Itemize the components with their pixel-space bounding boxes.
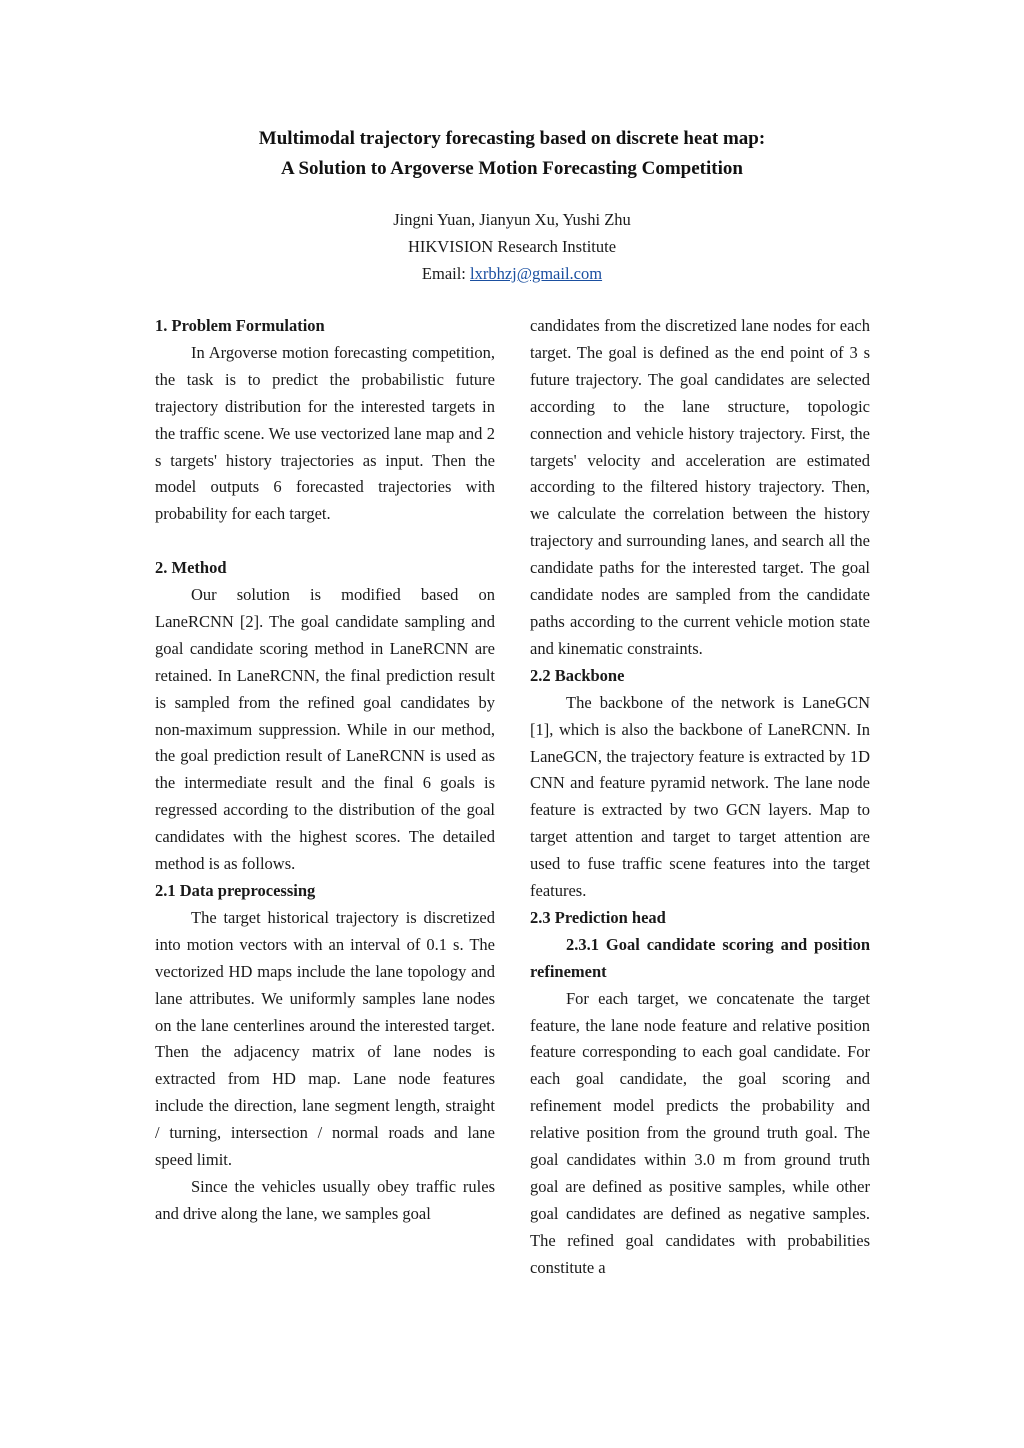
author-email-line [0,260,1024,287]
paragraph-problem-formulation: In Argoverse motion forecasting competition, the task is to predict the probabilistic future trajectory distribution for the interested targets in the traffic scene. We use vectorized lane map and 2 s targets' history trajectories as input. Then the model outputs 6 forecasted trajectories with probability for each target. [155,342,495,524]
paragraph-goal-scoring: For each target, we concatenate the target feature, the lane node feature and relative position feature corresponding to each goal candidate. For each goal candidate, the goal scoring and refinement model predicts the probability and relative position from the ground truth goal. The goal candidates within 3.0 m from ground truth goal are defined as positive samples, while other goal candidates are defined as negative samples. The refined goal candidates with probabilities constitute a [530,988,870,1277]
right-column [530,313,870,1282]
subsection-heading-backbone: 2.2 Backbone [530,665,625,685]
subsubsection-heading-goal-scoring: 2.3.1 Goal candidate scoring and position refinement [530,934,870,981]
subsection-heading-prediction-head: 2.3 Prediction head [530,907,666,927]
paragraph-backbone: The backbone of the network is LaneGCN [1], which is also the backbone of LaneRCNN. In LaneGCN, the trajectory feature is extracted by 1D CNN and feature pyramid network. The lane node feature is extracted by two GCN layers. Map to target attention and target to target attention are used to fuse traffic scene features into the target features. [530,692,870,901]
title-line-2: A Solution to Argoverse Motion Forecasting Competition [281,158,743,179]
subsection-heading-data-preprocessing: 2.1 Data preprocessing [155,881,316,901]
paragraph-data-preprocessing-2: Since the vehicles usually obey traffic rules and drive along the lane, we samples goal [155,1176,495,1223]
section-heading-problem-formulation: 1. Problem Formulation [155,316,325,335]
paragraph-method: Our solution is modified based on LaneRCNN [2]. The goal candidate sampling and goal candidate scoring method in LaneRCNN are retained. In LaneRCNN, the final prediction result is sampled from the refined goal candidates by non-maximum suppression. While in our method, the goal prediction result of LaneRCNN is used as the intermediate result and the final 6 goals is regressed according to the distribution of the goal candidates with the highest scores. The detailed method is as follows. [155,585,495,874]
email-label: Email: [421,264,471,283]
author-names: Jingni Yuan, Jianyun Xu, Yushi Zhu [393,210,631,229]
author-block [0,206,1024,287]
left-column [155,313,495,1228]
paragraph-data-preprocessing-1: The target historical trajectory is discretized into motion vectors with an interval of 0.1 s. The vectorized HD maps include the lane topology and lane attributes. We uniformly samples lane nodes on the lane centerlines around the interested target. Then the adjacency matrix of lane nodes is extracted from HD map. Lane node features include the direction, lane segment length, straight / turning, intersection / normal roads and lane speed limit. [155,907,495,1170]
section-spacer [155,528,495,555]
title-line-1: Multimodal trajectory forecasting based on discrete heat map: [258,128,766,149]
paragraph-goal-candidates-continued: candidates from the discretized lane nodes for each target. The goal is defined as the end point of 3 s future trajectory. The goal candidates are selected according to the lane structure, topologic connection and vehicle history trajectory. First, the targets' velocity and acceleration are estimated according to the filtered history trajectory. Then, we calculate the correlation between the history trajectory and surrounding lanes, and search all the candidate paths for the interested target. The goal candidate nodes are sampled from the candidate paths according to the current vehicle motion state and kinematic constraints. [530,316,870,658]
email-link[interactable]: lxrbhzj@gmail.com [470,264,603,283]
section-heading-method: 2. Method [155,558,227,578]
paper-title [0,124,1024,184]
author-affiliation: HIKVISION Research Institute [407,237,617,256]
